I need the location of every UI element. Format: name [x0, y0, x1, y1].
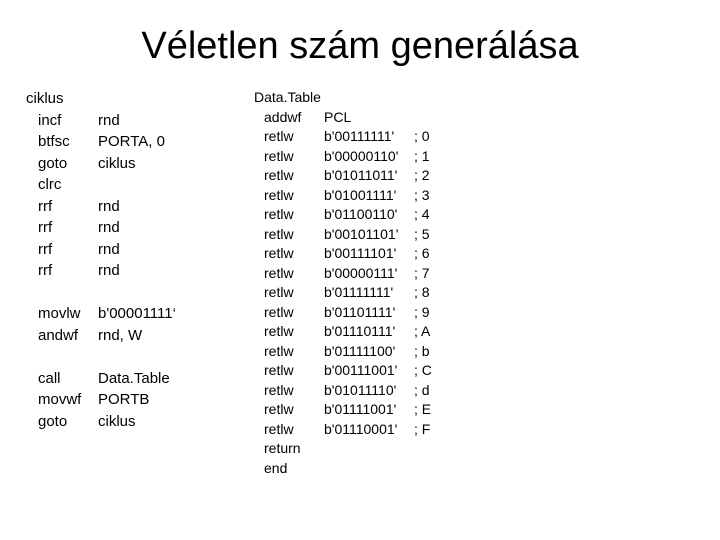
code-label: ciklus: [26, 90, 64, 107]
code-operand: b'01110001': [324, 420, 398, 437]
code-operand: b'01101111': [324, 303, 396, 320]
code-operand: b'01110111': [324, 323, 396, 339]
code-operand: PORTB: [98, 391, 150, 408]
code-operand: b'01111100': [324, 342, 396, 359]
code-operand: b'00001111‘: [98, 305, 176, 322]
code-mnemonic: movwf: [38, 391, 82, 408]
code-comment: ; 4: [414, 206, 430, 222]
code-comment: ; C: [414, 362, 432, 378]
code-operand: b'00000111': [324, 264, 398, 281]
code-operand: ciklus: [98, 412, 136, 430]
code-mnemonic: retlw: [264, 147, 294, 164]
code-mnemonic: retlw: [264, 128, 294, 144]
code-operand: b'01111001': [324, 401, 397, 417]
code-mnemonic: retlw: [264, 186, 294, 203]
code-mnemonic: rrf: [38, 197, 53, 215]
code-operand: b'00111001': [324, 362, 398, 378]
code-comment: ; 8: [414, 284, 430, 300]
code-mnemonic: end: [264, 459, 288, 476]
code-comment: ; 9: [414, 303, 430, 320]
code-mnemonic: retlw: [264, 323, 294, 339]
code-comment: ; 6: [414, 245, 430, 261]
code-operand: b'01001111': [324, 186, 397, 203]
code-mnemonic: call: [38, 369, 61, 387]
code-mnemonic: incf: [38, 111, 62, 129]
code-comment: ; 2: [414, 167, 430, 183]
code-operand: rnd, W: [98, 326, 143, 344]
code-operand: b'01100110': [324, 206, 398, 222]
code-comment: ; 7: [414, 264, 430, 281]
code-comment: ; d: [414, 381, 430, 398]
code-mnemonic: movlw: [38, 305, 81, 322]
code-operand: ciklus: [98, 154, 136, 172]
code-operand: b'01011011': [324, 167, 398, 183]
code-mnemonic: addwf: [264, 108, 302, 125]
code-mnemonic: retlw: [264, 401, 294, 417]
code-comment: ; 3: [414, 186, 430, 203]
code-comment: ; 5: [414, 225, 430, 242]
code-operand: rnd: [98, 197, 120, 215]
code-operand: b'00111101': [324, 245, 397, 261]
code-mnemonic: retlw: [264, 167, 294, 183]
code-comment: ; 0: [414, 128, 430, 144]
code-operand: b'00000110': [324, 147, 399, 164]
code-comment: ; F: [414, 420, 431, 437]
code-mnemonic: retlw: [264, 342, 294, 359]
code-comment: ; A: [414, 323, 431, 339]
code-mnemonic: retlw: [264, 206, 294, 222]
code-operand: rnd: [98, 111, 120, 129]
code-operand: rnd: [98, 262, 120, 279]
code-operand: b'00101101': [324, 225, 399, 242]
code-comment: ; E: [414, 401, 432, 417]
code-mnemonic: retlw: [264, 284, 294, 300]
code-operand: rnd: [98, 240, 120, 258]
code-mnemonic: retlw: [264, 225, 294, 242]
code-comment: ; 1: [414, 147, 430, 164]
code-mnemonic: retlw: [264, 381, 294, 398]
code-operand: b'01011110': [324, 381, 397, 398]
code-mnemonic: goto: [38, 154, 68, 172]
code-mnemonic: andwf: [38, 326, 79, 344]
code-label: Data.Table: [254, 89, 321, 105]
code-operand: rnd: [98, 219, 120, 236]
code-mnemonic: goto: [38, 412, 68, 430]
code-operand: b'00111111': [324, 128, 395, 144]
code-mnemonic: btfsc: [38, 133, 70, 150]
code-mnemonic: retlw: [264, 245, 294, 261]
code-mnemonic: rrf: [38, 219, 53, 236]
code-mnemonic: retlw: [264, 303, 294, 320]
code-mnemonic: return: [264, 440, 301, 456]
code-operand: Data.Table: [98, 369, 170, 387]
code-mnemonic: clrc: [38, 176, 62, 193]
code-operand: PCL: [324, 108, 352, 125]
code-mnemonic: retlw: [264, 420, 294, 437]
page-title: Véletlen szám generálása: [141, 25, 579, 67]
code-operand: PORTA, 0: [98, 133, 165, 150]
code-mnemonic: retlw: [264, 362, 294, 378]
code-operand: b'01111111': [324, 284, 394, 300]
code-comment: ; b: [414, 342, 430, 359]
code-mnemonic: rrf: [38, 262, 53, 279]
code-mnemonic: rrf: [38, 240, 53, 258]
code-mnemonic: retlw: [264, 264, 294, 281]
